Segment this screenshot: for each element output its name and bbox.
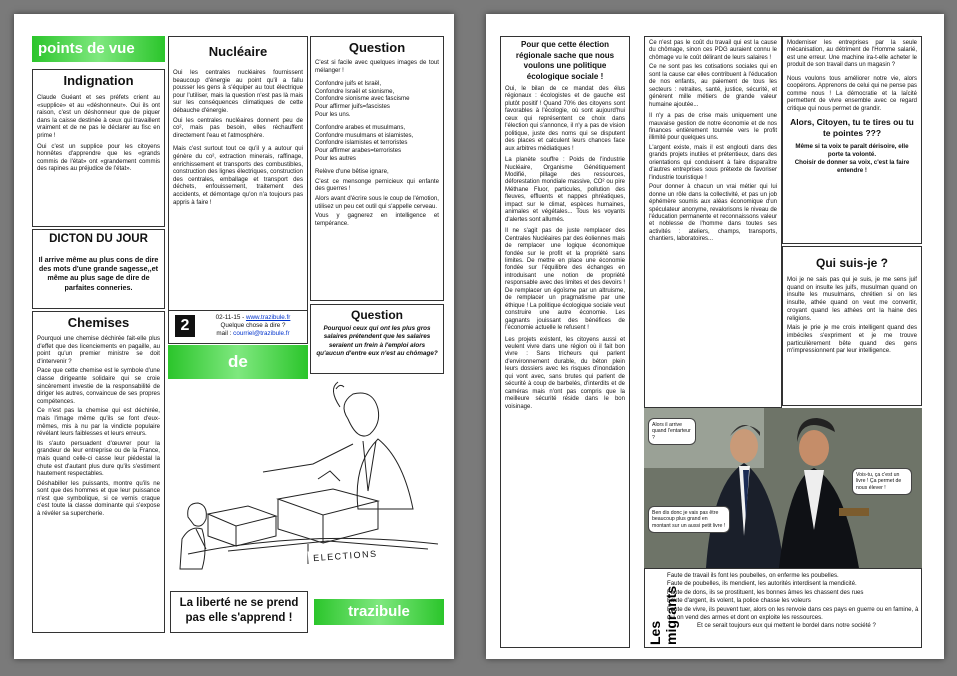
paragraph: Déshabiller les puissants, montre qu'ils ne sont que des hommes et que leur puissance n'est que symbolique, si ce vernis craque c'est toute la classe dominante qui s'expose à révéler sa supercherie. <box>37 479 160 518</box>
migrants-label: Les migrants <box>647 585 679 645</box>
header-title: points de vue <box>38 40 135 57</box>
question-text: Pourquoi ceux qui ont les plus gros salaires prétendent que les salaires seraient un frein à l'emploi alors qu'aucun d'entre eux n'est au chômage? <box>316 325 438 357</box>
callout-text: Alors, Citoyen, tu te tires ou tu te pointes ??? <box>790 117 914 139</box>
callout-sub: Même si ta voix te paraît dérisoire, elle porte ta volonté. <box>795 143 909 159</box>
section-header <box>32 36 165 62</box>
migrant-line: Faute de vivre, ils peuvent tuer, alors on les renvoie dans ces pays en guerre ou en famine, à qui on vend des armes et dont on exploite les ressources. <box>667 605 919 622</box>
list-item: Pour les uns. <box>315 110 351 118</box>
article-quisuisje <box>782 246 922 406</box>
article-title: Nucléaire <box>208 44 268 59</box>
drawing-svg <box>168 379 444 589</box>
brand-name: trazibule <box>348 603 410 620</box>
paragraph: Relève d'une bêtise ignare, <box>315 168 389 176</box>
dicton-box <box>32 229 165 309</box>
drawing-label: ELECTIONS <box>312 548 378 564</box>
mail-label: mail : <box>216 330 234 338</box>
migrant-line: Et ce serait toujours eux qui mettent le bordel dans notre société ? <box>697 622 876 630</box>
paragraph: Les projets existent, les citoyens aussi et veulent vivre dans une région où il fait bon vivre : Sans tricheurs qui parlent d'environnement durable, du béton plein leurs dossiers avec les risques d'inondation qui vont avec, sans brutes qui parlent de sécurité à coup de barbelés, d'interdits et de caméras mais n'ont pas compris que la meilleure sécurité réside dans le bon voisinage. <box>505 336 625 410</box>
article-chemises <box>32 311 165 633</box>
page-left <box>14 14 454 659</box>
de-banner <box>168 345 308 379</box>
article-title: Pour que cette élection régionale sache que nous voulons une politique écologique sociale ! <box>515 40 615 81</box>
article-question <box>310 36 444 301</box>
paragraph: La planète souffre : Poids de l'industrie Nucléaire, Organisme Génétiquement Modifié, pillage des ressources, déforestation mondiale massive, CO² ou pire Méthane Fluor, particules, pollution des fleuves, effluents et nappes phréatiques, impact sur le climat, espèces humaines, animales et végétales... Tous les voyants d'alertes sont allumés. <box>505 157 625 223</box>
paragraph: L'argent existe, mais il est englouti dans des grands projets inutiles et prétentieux, dans des orientations qui conduisent à faire disparaître d'autres entreprises sous prétexte de favoriser l'industrie touristique ! <box>649 144 777 181</box>
paragraph: C'est ce mensonge pernicieux qui enfante des guerres ! <box>315 177 439 193</box>
list-item: Confondre islamistes et terroristes <box>315 139 408 147</box>
paragraph: Ils s'auto persuadent d'œuvrer pour la grandeur de leur entreprise ou de la France, mais quand celle-ci casse leur piédestal la chute est d'autant plus dure qu'ils s'estiment hautement respectables. <box>37 439 160 478</box>
mail-link[interactable]: courriel@trazibule.fr <box>233 330 290 338</box>
brand-banner <box>314 599 444 625</box>
paragraph: Vous y gagnerez en intelligence et tempérance. <box>315 212 439 227</box>
speech-bubble-1: Alors il arrive quand l'entarteur ? <box>648 418 696 445</box>
migrant-line: Faute de poubelles, ils mendient, les autorités interdisent la mendicité. <box>667 580 857 588</box>
callout-sub: Choisir de donner sa voix, c'est la faire entendre ! <box>794 159 910 175</box>
speech-bubble-2: Ben dis donc je vais pas être beaucoup plus grand en montant sur un aussi petit livre ! <box>648 506 730 533</box>
paragraph: Mais c'est surtout tout ce qu'il y a autour qui génère du co², extraction minerais, raffinage, enrichissement et transports des combustibles, construction des lignes électriques, construction des centrales, emballage et transport des déchets, enfouissement, traitement des accidents, et démontage qu'on n'a toujours pas appris à faire ! <box>173 145 303 206</box>
list-item: Confondre juifs et Israël, <box>315 80 382 88</box>
list-item: Pour affirmer juifs=fascistes <box>315 102 390 110</box>
paragraph: Mais je prie je me crois intelligent quand des imbéciles s'expriment et je me trouve particulièrement bête quand des gens m'impressionnent par leur intelligence. <box>787 324 917 355</box>
slogan-box <box>170 591 308 633</box>
dicton-text: Il arrive même au plus cons de dire des mots d'une grande sagesse,,et même au plus sage de dire de parfaites conneries. <box>38 255 159 292</box>
list-confusions-1 <box>315 80 439 118</box>
election-drawing <box>168 379 444 589</box>
list-item: Confondre musulmans et islamistes, <box>315 131 414 139</box>
site-link[interactable]: www.trazibule.fr <box>245 314 291 321</box>
article-nucleaire <box>168 36 308 326</box>
article-title: Question <box>350 308 403 322</box>
paragraph: Ce ne sont pas les cotisations sociales qui en sont la cause car elles contribuent à l'éducation de nos enfants, au paiement de tous les secteurs : retraites, santé, justice, sécurité, et génèrent mille métiers de grande valeur humaine ajoutée... <box>649 64 777 108</box>
list-item: Confondre arabes et musulmans, <box>315 124 406 132</box>
article-question-2 <box>310 304 444 374</box>
list-item: Pour affirmer arabes=terroristes <box>315 146 402 154</box>
paragraph: Il ne s'agit pas de juste remplacer des Centrales Nucléaires par des éoliennes mais de remplacer une logique économique fondée sur le profit et la propriété sans limites. De mettre en place une économie fondée sur l'équilibre des échanges en introduisant une notion de propriété responsable avec des limites et des devoirs ! De remplacer un égoïsme par un altruisme, de remplacer un pragmatisme par une éthique ! La politique écologique sociale veut construire une autre économie. Les gagnants jouissant des bénéfices de l'économie actuelle le refusent ! <box>505 228 625 332</box>
political-photo <box>644 408 922 568</box>
paragraph: Nous voulons tous améliorer notre vie, alors coopérons. Apprenons de celui qui ne pense pas comme nous ! La démocratie et la laïcité permettent de vivre ensemble avec ce regard critique qui nous permet de grandir. <box>787 75 917 112</box>
de-text: de <box>228 352 248 371</box>
paragraph: C'est si facile avec quelques images de tout mélanger ! <box>315 59 439 74</box>
paragraph: Oui c'est un supplice pour les citoyens honnêtes d'apprendre que les «grands commis de l'état» ont «grandement commis des rapines au préjudice de l'état». <box>37 142 160 173</box>
list-item: Pour les autres <box>315 154 356 162</box>
paragraph: Moi je ne sais pas qui je suis, je me sens juif quand on insulte les juifs, musulman quand on insulte les musulmans, chrétien si on les insulte, athée quand on veut me convertir, croyant quand les athées ont la haine des religions. <box>787 276 917 322</box>
paragraph: Oui les centrales nucléaires fournissent beaucoup d'énergie au point qu'il a fallu pousser les gens à s'équiper au tout électrique pour l'utiliser, mais la question n'est pas là mais sur les conséquences climatiques de cette débauche d'énergie. <box>173 69 303 114</box>
list-item: Confondre Israël et sionisme, <box>315 87 395 95</box>
paragraph: Pour donner à chacun un vrai métier qui lui donne un rôle dans la collectivité, et pas un job éphémère soumis aux aléas économique d'un spéculateur anonyme, revalorisons le niveau de l'éducation permanente et reconnaissons valeur et noblesse de l'homme dans toutes ses activités : ateliers, champs, transports, chantiers, laboratoires... <box>649 184 777 243</box>
paragraph: Il n'y a pas de crise mais uniquement une mauvaise gestion de notre économie et de nos finances entièrement tournée vers le profit illimité pour quelques uns. <box>649 113 777 142</box>
article-title: Question <box>348 40 406 55</box>
info-box <box>168 310 308 344</box>
slogan-text: La liberté ne se prend pas elle s'apprend ! <box>179 597 299 624</box>
list-confusions-2 <box>315 124 439 162</box>
tagline: Quelque chose à dire ? <box>220 322 286 330</box>
migrant-line: Faute de dons, ils se prostituent, les bonnes âmes les chassent des rues <box>667 588 864 596</box>
list-item: Confondre sionisme avec fascisme <box>315 95 410 103</box>
migrant-line: Faute de travail ils font les poubelles, on enferme les poubelles. <box>667 572 839 579</box>
page-right <box>486 14 944 659</box>
paragraph: Pace que cette chemise est le symbole d'une classe dirigeante solidaire qui se croie sincèrement investie de la responsabilité de diriger les autres, convaincue de ses propres compétences. <box>37 367 160 405</box>
article-indignation <box>32 69 165 227</box>
article-migrants <box>644 568 922 648</box>
article-title: Chemises <box>67 315 130 330</box>
paragraph: Pourquoi une chemise déchirée fait-elle plus d'effet que des licenciements en pagaille, au point qu'un premier ministre se doit d'intervenir ? <box>37 335 160 365</box>
issue-number: 2 <box>175 315 195 337</box>
dicton-title: DICTON DU JOUR <box>49 233 148 245</box>
article-title: Indignation <box>63 73 134 88</box>
paragraph: Ce n'est pas la chemise qui est déchirée, mais l'image même qu'ils se font d'eux-mêmes, mis à nu par la vindicte populaire révélant leurs faiblesses et leurs erreurs. <box>37 407 160 438</box>
paragraph: Moderniser les entreprises par la seule mécanisation, au détriment de l'Homme salarié, est une erreur. Une machine ira-t-elle acheter le produit de son travail dans un magasin ? <box>787 40 917 69</box>
issue-date: 02-11-15 - <box>215 314 246 321</box>
migrant-line: Faute d'argent, ils volent, la police chasse les voleurs <box>667 597 811 605</box>
paragraph: Alors avant d'écrire sous le coup de l'émotion, utilisez un peu cet outil qui s'appelle cerveau. <box>315 194 439 210</box>
paragraph: Oui les centrales nucléaires donnent peu de co², mais pas besoin, elles réchauffent directement l'eau et l'atmosphère. <box>173 116 303 139</box>
article-title: Qui suis-je ? <box>815 256 888 270</box>
paragraph: Claude Guéant et ses préfets crient au «supplice» et au «déshonneur». Oui ils ont raison, c'est un déshonneur que de piquer dans la caisse destinée à ceux qui travaillent vraiment et de ne pas le déclarer au fisc en prime ! <box>37 94 160 139</box>
speech-bubble-3: Vois-tu, ça c'est un livre ! Ça permet de nous élever ! <box>852 468 912 495</box>
article-election <box>500 36 630 648</box>
paragraph: Oui, le bilan de ce mandat des élus régionaux : écologistes et de gauche est plutôt positif ! Quand 70% des citoyens sont favorables à l'écologie, où sont aujourd'hui ceux qui représentent ce choix dans l'élection qui s'annonce, il n'y a pas de vision politique, juste des noms qui se disputent des places et calculent leurs chances face aux arbitres médiatiques ! <box>505 86 625 152</box>
article-economie <box>644 36 782 408</box>
paragraph: Ce n'est pas le coût du travail qui est la cause du chômage, sinon ces PDG auraient connu le chômage vu le coût délirant de leurs salaires ! <box>649 40 777 61</box>
article-citoyen <box>782 36 922 244</box>
